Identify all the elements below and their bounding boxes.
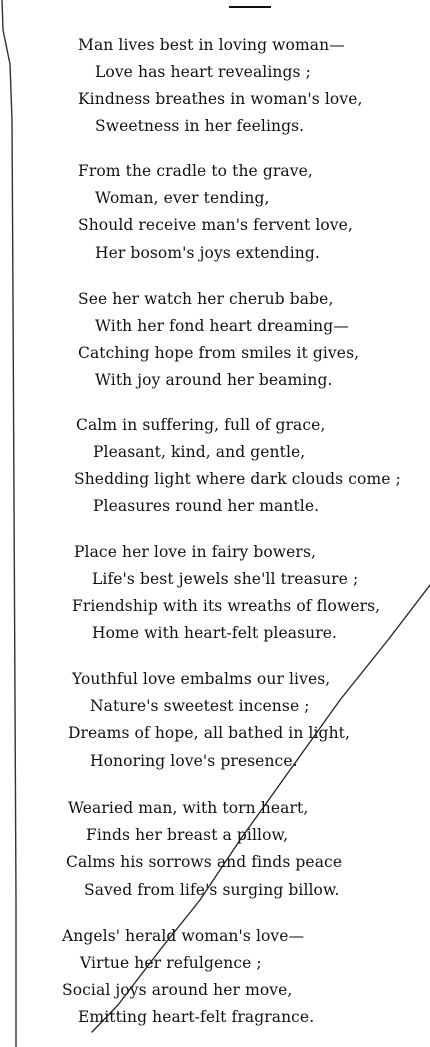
poem-line: Emitting heart-felt fragrance. [78, 1008, 315, 1026]
page-left-edge [0, 0, 30, 1047]
poem-line: Nature's sweetest incense ; [90, 697, 310, 715]
poem-line: Finds her breast a pillow, [86, 826, 289, 844]
poem-line: From the cradle to the grave, [78, 162, 313, 180]
poem-line: Angels' herald woman's love— [62, 927, 305, 945]
poem-line: Catching hope from smiles it gives, [78, 344, 360, 362]
poem-line: Saved from life's surging billow. [84, 881, 340, 899]
poem-line: Youthful love embalms our lives, [72, 670, 331, 688]
poem-line: Should receive man's fervent love, [78, 216, 353, 234]
poem-line: Virtue her refulgence ; [80, 954, 262, 972]
poem-line: With her fond heart dreaming— [95, 317, 349, 335]
poem-line: Calm in suffering, full of grace, [76, 416, 326, 434]
poem-line: Love has heart revealings ; [95, 63, 311, 81]
poem-line: Life's best jewels she'll treasure ; [92, 570, 359, 588]
poem-line: Place her love in fairy bowers, [74, 543, 317, 561]
poem-line: Woman, ever tending, [95, 189, 270, 207]
poem-line: Man lives best in loving woman— [78, 36, 345, 54]
poem-line: Sweetness in her feelings. [95, 117, 305, 135]
poem-line: Friendship with its wreaths of flowers, [72, 597, 381, 615]
poem-line: Shedding light where dark clouds come ; [74, 470, 401, 488]
poem-line: Honoring love's presence. [90, 752, 298, 770]
poem-line: Pleasures round her mantle. [93, 497, 320, 515]
poem-line: Kindness breathes in woman's love, [78, 90, 363, 108]
poem-line: With joy around her beaming. [95, 371, 333, 389]
poem-line: Social joys around her move, [62, 981, 293, 999]
poem-line: Wearied man, with torn heart, [68, 799, 309, 817]
poem-line: Home with heart-felt pleasure. [92, 624, 338, 642]
top-rule [229, 6, 271, 8]
poem-line: Pleasant, kind, and gentle, [93, 443, 306, 461]
poem-line: Dreams of hope, all bathed in light, [68, 724, 351, 742]
poem-line: Her bosom's joys extending. [95, 244, 320, 262]
poem-line: Calms his sorrows and finds peace [66, 853, 343, 871]
poem-line: See her watch her cherub babe, [78, 290, 334, 308]
